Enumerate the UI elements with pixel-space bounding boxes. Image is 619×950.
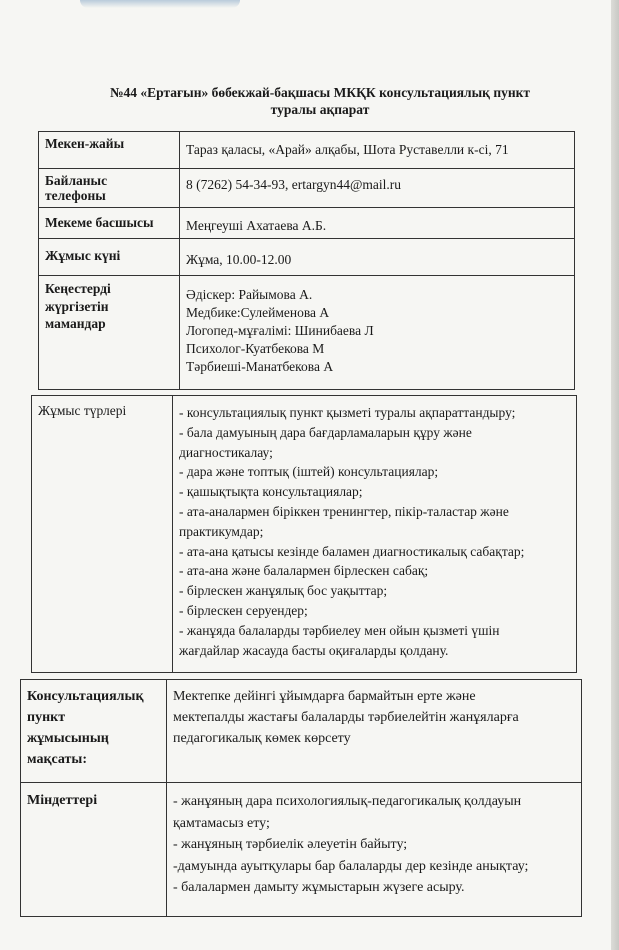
table-row — [39, 169, 575, 208]
text-line: телефоны — [45, 187, 106, 203]
table-row — [21, 783, 582, 917]
text-line: жұмысының — [27, 731, 109, 746]
row-label-work-types — [32, 396, 173, 673]
table-row — [39, 208, 575, 239]
text-line: Байланыс — [45, 173, 108, 188]
text-line: Тәрбиеші-Манатбекова А — [186, 359, 334, 374]
text-line: - бірлескен жанұялық бос уақыттар; — [179, 583, 388, 599]
text-line: Міндеттері — [27, 793, 98, 808]
table-row — [32, 396, 577, 673]
table-row — [39, 276, 575, 390]
row-label-goal — [21, 680, 167, 783]
text-line: Кеңестерді — [45, 281, 111, 296]
text-line: Жұма, 10.00-12.00 — [186, 252, 292, 267]
row-label-specialists — [39, 276, 180, 390]
table-row — [21, 680, 582, 783]
row-value-tasks — [167, 783, 582, 917]
document-title — [40, 84, 600, 118]
row-value-head — [180, 208, 575, 239]
info-table-upper — [38, 131, 575, 390]
row-value-work-types — [173, 396, 577, 673]
text-line: Мекеме басшысы — [45, 215, 154, 230]
row-value-phone — [180, 169, 575, 208]
text-line: Жұмыс түрлері — [38, 403, 127, 418]
text-line: - бала дамуының дара бағдарламаларын құру және — [179, 424, 472, 440]
text-line: - балалармен дамыту жұмыстарын жүзеге асыру. — [173, 880, 465, 895]
text-line: қамтамасыз ету; — [173, 815, 270, 831]
text-line: практикумдар; — [179, 523, 264, 539]
table-row — [39, 132, 575, 169]
title-line-2: туралы ақпарат — [270, 102, 370, 117]
text-line: мектепалды жастағы балаларды тәрбиелейтін жанұяларға — [173, 710, 519, 725]
page-edge — [611, 0, 619, 950]
table-row — [39, 239, 575, 276]
text-line — [186, 276, 574, 286]
row-value-address — [180, 132, 575, 169]
text-line: 8 (7262) 54-34-93, ertargyn44@mail.ru — [186, 177, 402, 192]
text-line: Логопед-мұғалімі: Шинибаева Л — [186, 323, 374, 338]
row-value-specialists — [180, 276, 575, 390]
row-label-phone — [39, 169, 180, 208]
text-line: - ата-аналармен біріккен тренингтер, пікір-таластар және — [179, 503, 509, 519]
text-line: - жанұяның дара психологиялық-педагогикалық қолдауын — [173, 794, 522, 809]
text-line: - ата-ана және балалармен бірлескен сабақ; — [179, 563, 429, 579]
row-label-head — [39, 208, 180, 239]
row-label-address — [39, 132, 180, 169]
row-value-workday — [180, 239, 575, 276]
text-line: - дара және топтық (іштей) консультациялар; — [179, 464, 439, 480]
text-line: жүргізетін — [45, 298, 109, 314]
info-table-middle — [31, 395, 577, 673]
text-line: - бірлескен серуендер; — [179, 602, 308, 618]
text-line: мамандар — [45, 316, 106, 331]
text-line: Медбике:Сулейменова А — [186, 305, 330, 320]
row-label-workday — [39, 239, 180, 276]
text-line: Консультациялық — [27, 689, 144, 704]
text-line: Әдіскер: Райымова А. — [186, 287, 313, 302]
text-line: - жанұяда балаларды тәрбиелеу мен ойын қызметі үшін — [179, 622, 500, 638]
text-line: Жұмыс күні — [45, 248, 121, 263]
info-table-lower — [20, 679, 582, 917]
text-line: педагогикалық көмек көрсету — [173, 731, 351, 746]
text-line: мақсаты: — [27, 752, 87, 767]
text-line: - жанұяның тәрбиелік әлеуетін байыту; — [173, 837, 408, 852]
text-line: Меңгеуші Ахатаева А.Б. — [186, 218, 327, 233]
title-line-1: №44 «Ертағын» бөбекжай-бақшасы МКҚК консультациялық пункт — [109, 85, 531, 100]
text-line: - консультациялық пункт қызметі туралы ақпараттандыру; — [179, 405, 516, 420]
row-value-goal — [167, 680, 582, 783]
text-line: жағдайлар жасауда басты оқиғаларды қолдану. — [179, 642, 449, 658]
text-line: - ата-ана қатысы кезінде баламен диагностикалық сабақтар; — [179, 543, 525, 559]
text-line: -дамуында ауытқулары бар балаларды дер кезінде анықтау; — [173, 858, 529, 874]
text-line: - қашықтықта консультациялар; — [179, 484, 363, 500]
text-line: Мекен-жайы — [45, 136, 125, 151]
text-line: Мектепке дейінгі ұйымдарға бармайтын ерте және — [173, 689, 476, 704]
text-line: пункт — [27, 710, 66, 725]
text-line: диагностикалау; — [179, 444, 273, 460]
row-label-tasks — [21, 783, 167, 917]
scan-mark — [80, 0, 240, 8]
text-line: Тараз қаласы, «Арай» алқабы, Шота Руставелли к-сі, 71 — [186, 142, 509, 157]
text-line: Психолог-Куатбекова М — [186, 341, 325, 356]
